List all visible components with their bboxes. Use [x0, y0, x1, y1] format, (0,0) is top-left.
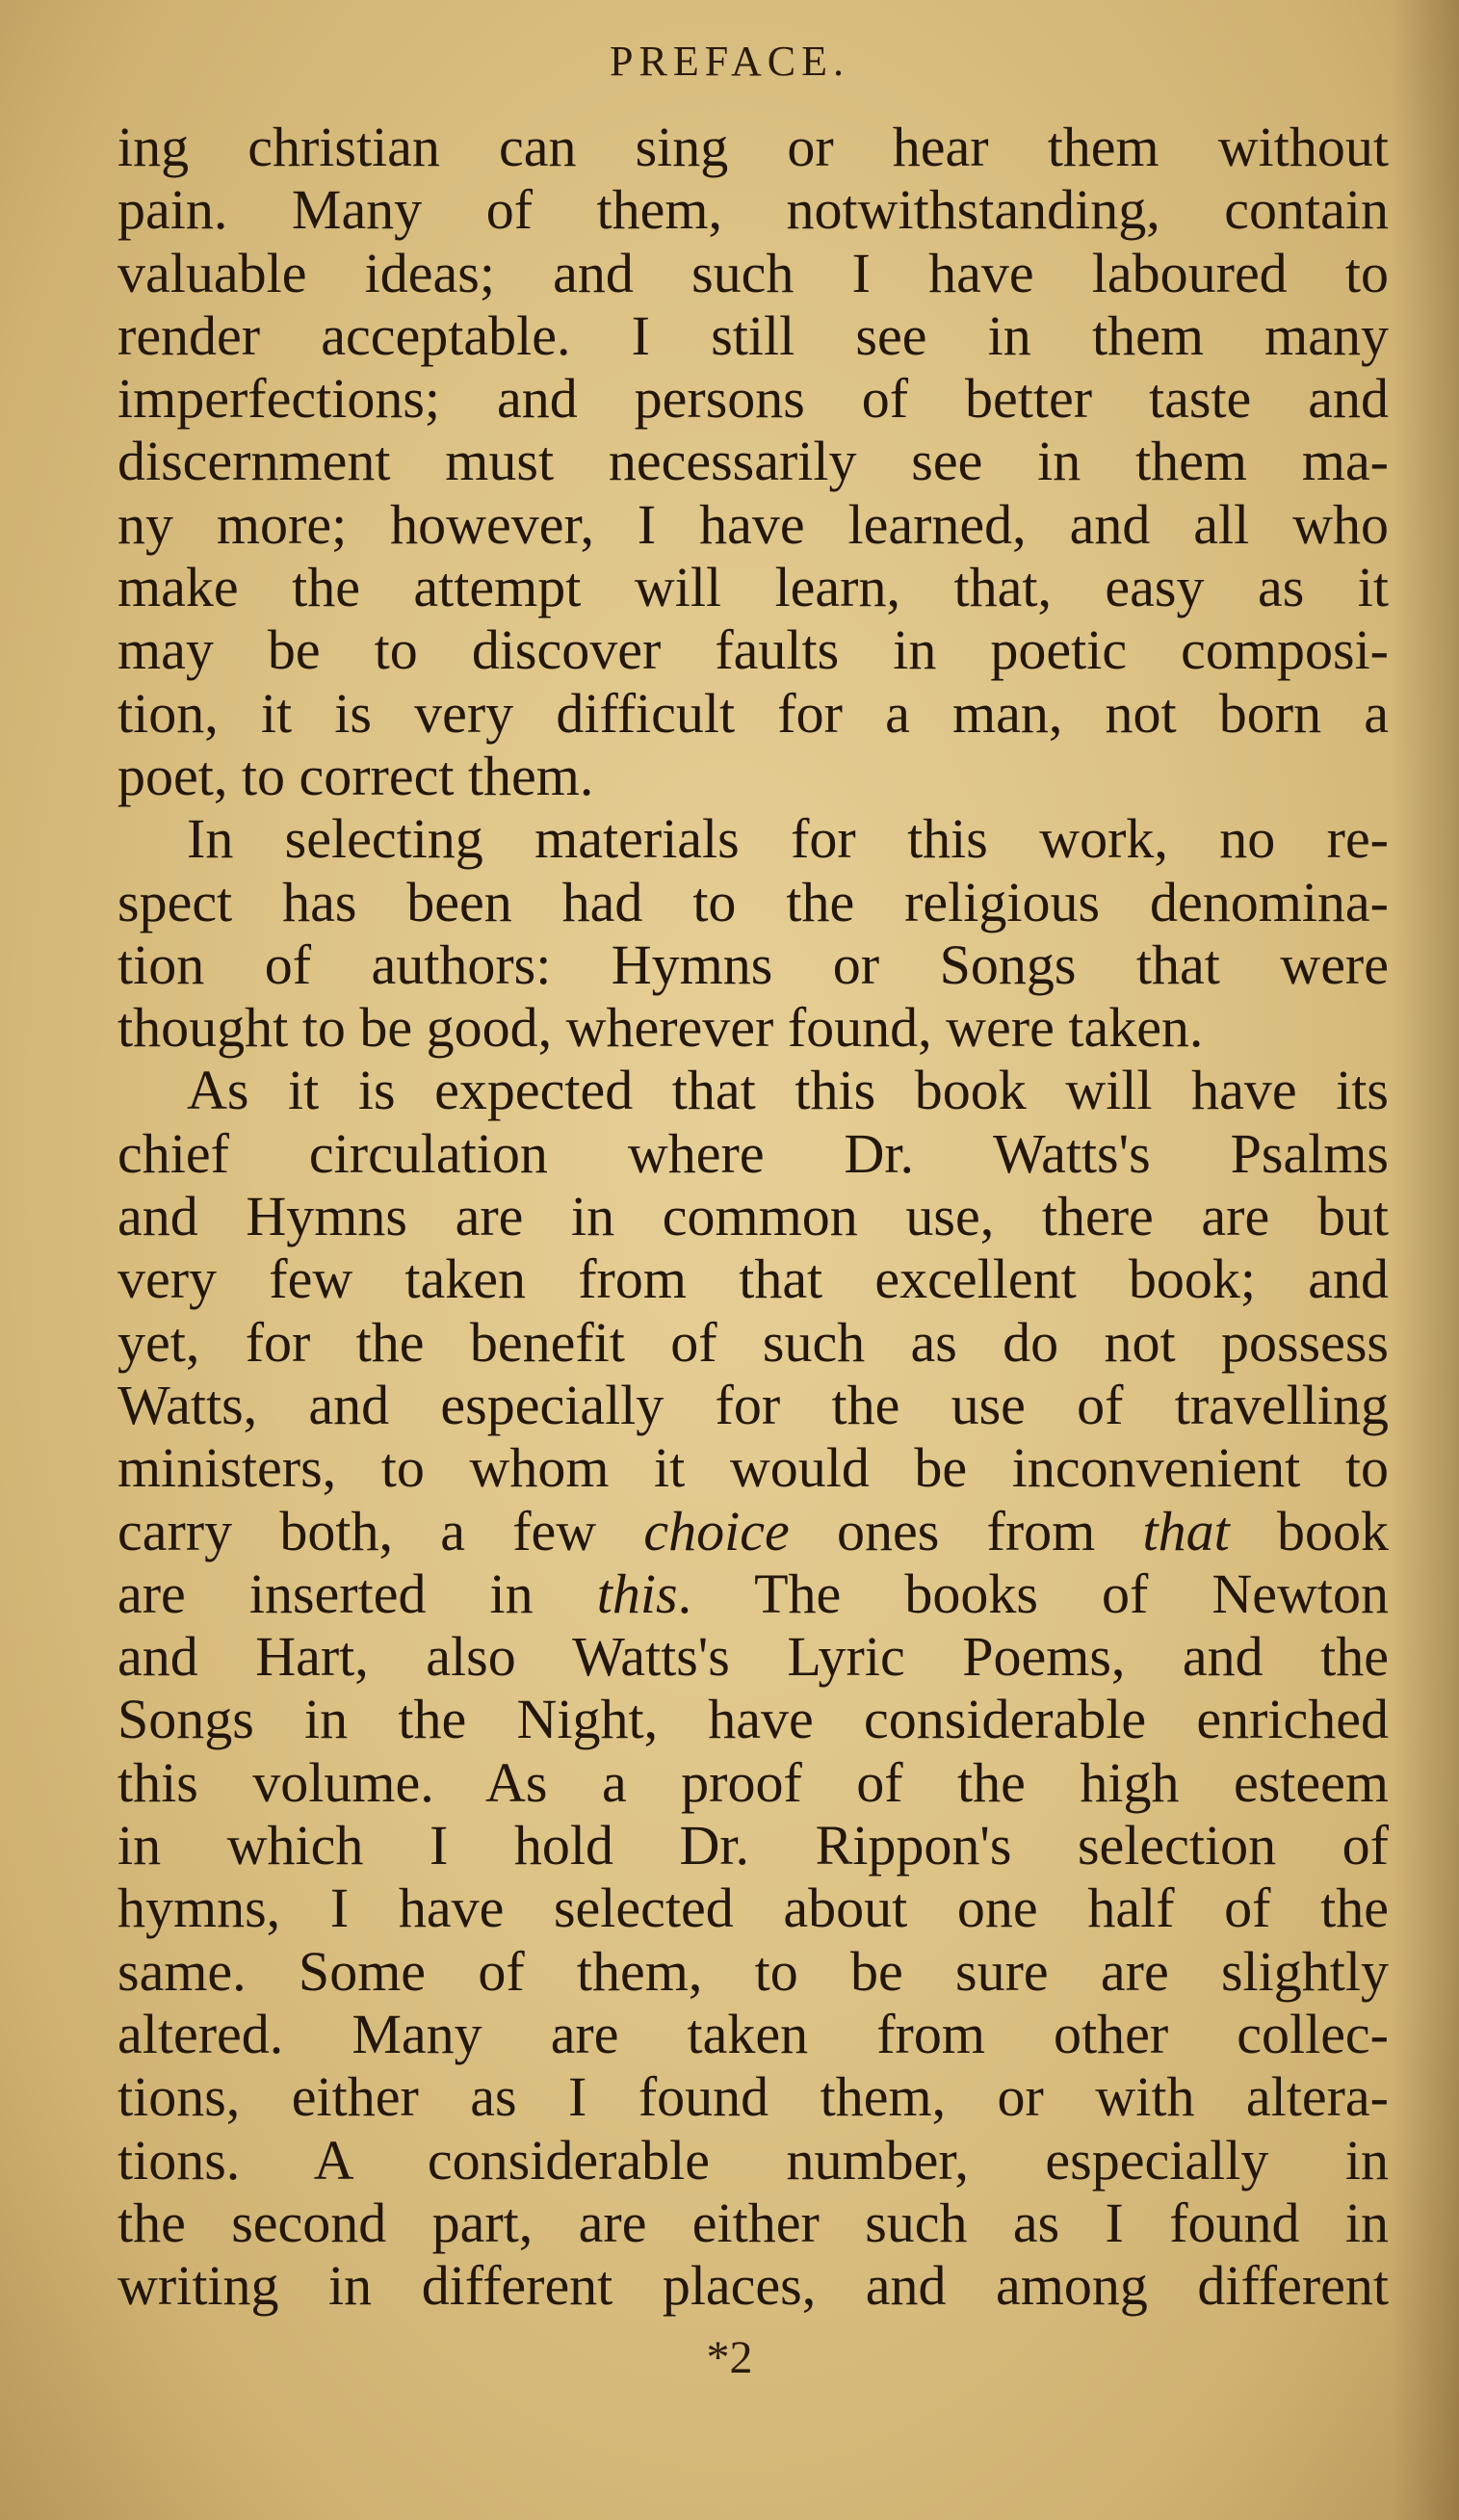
text-line: tion of authors: Hymns or Songs that were [117, 932, 1389, 996]
italic-word: this [596, 1562, 678, 1625]
text-line: ing christian can sing or hear them without [117, 116, 1389, 178]
text-segment: ones from [789, 1499, 1143, 1562]
text-line: tion, it is very difficult for a man, not born a [117, 681, 1389, 745]
text-line: and Hymns are in common use, there are but [117, 1185, 1389, 1248]
text-line: may be to discover faults in poetic composi- [117, 618, 1389, 682]
text-line: imperfections; and persons of better taste and [117, 367, 1389, 431]
text-line: thought to be good, wherever found, were taken. [117, 996, 1204, 1060]
text-segment: are inserted in [117, 1562, 597, 1625]
italic-word: choice [643, 1499, 790, 1562]
text-segment: book [1229, 1499, 1390, 1562]
text-line: chief circulation where Dr. Watts's Psalms [117, 1121, 1389, 1185]
text-line: same. Some of them, to be sure are slightly [117, 1939, 1389, 2003]
text-line: altered. Many are taken from other collec- [117, 2002, 1389, 2065]
text-line: render acceptable. I still see in them many [117, 303, 1389, 367]
text-line: writing in different places, and among different [117, 2254, 1389, 2318]
text-line-with-italics [117, 1562, 1389, 1625]
text-line: spect has been had to the religious denomina- [117, 870, 1389, 933]
paragraph-start-line: In selecting materials for this work, no re- [187, 807, 1389, 871]
text-segment: carry both, a few [117, 1499, 644, 1562]
text-line: ny more; however, I have learned, and all who [117, 492, 1389, 556]
text-line-with-italics [117, 1500, 1389, 1562]
text-line: hymns, I have selected about one half of the [117, 1877, 1389, 1940]
italic-word: that [1142, 1499, 1230, 1562]
paragraph-start-line: As it is expected that this book will have its [187, 1059, 1389, 1122]
page-edge-shadow [1392, 0, 1459, 2520]
text-line: poet, to correct them. [117, 744, 594, 807]
text-line: this volume. As a proof of the high esteem [117, 1750, 1389, 1814]
text-line: very few taken from that excellent book; and [117, 1247, 1389, 1311]
body-text [117, 116, 1389, 2317]
text-line: the second part, are either such as I found in [117, 2191, 1389, 2254]
text-line: and Hart, also Watts's Lyric Poems, and the [117, 1625, 1389, 1689]
text-line: ministers, to whom it would be inconvenient to [117, 1436, 1389, 1500]
text-line: tions. A considerable number, especially in [117, 2128, 1389, 2192]
text-line: Songs in the Night, have considerable enriched [117, 1688, 1389, 1751]
text-line: pain. Many of them, notwithstanding, contain [117, 178, 1389, 242]
text-line: tions, either as I found them, or with altera- [117, 2065, 1389, 2129]
text-line: in which I hold Dr. Rippon's selection of [117, 1814, 1389, 1877]
text-line: valuable ideas; and such I have laboured to [117, 241, 1389, 304]
text-line: make the attempt will learn, that, easy as it [117, 556, 1389, 619]
text-line: yet, for the benefit of such as do not possess [117, 1310, 1389, 1374]
text-line: discernment must necessarily see in them ma- [117, 430, 1389, 493]
text-line: Watts, and especially for the use of travelling [117, 1373, 1389, 1436]
signature-mark: *2 [706, 2332, 753, 2383]
text-segment: . The books of Newton [677, 1562, 1390, 1625]
running-head: PREFACE. [610, 38, 849, 85]
